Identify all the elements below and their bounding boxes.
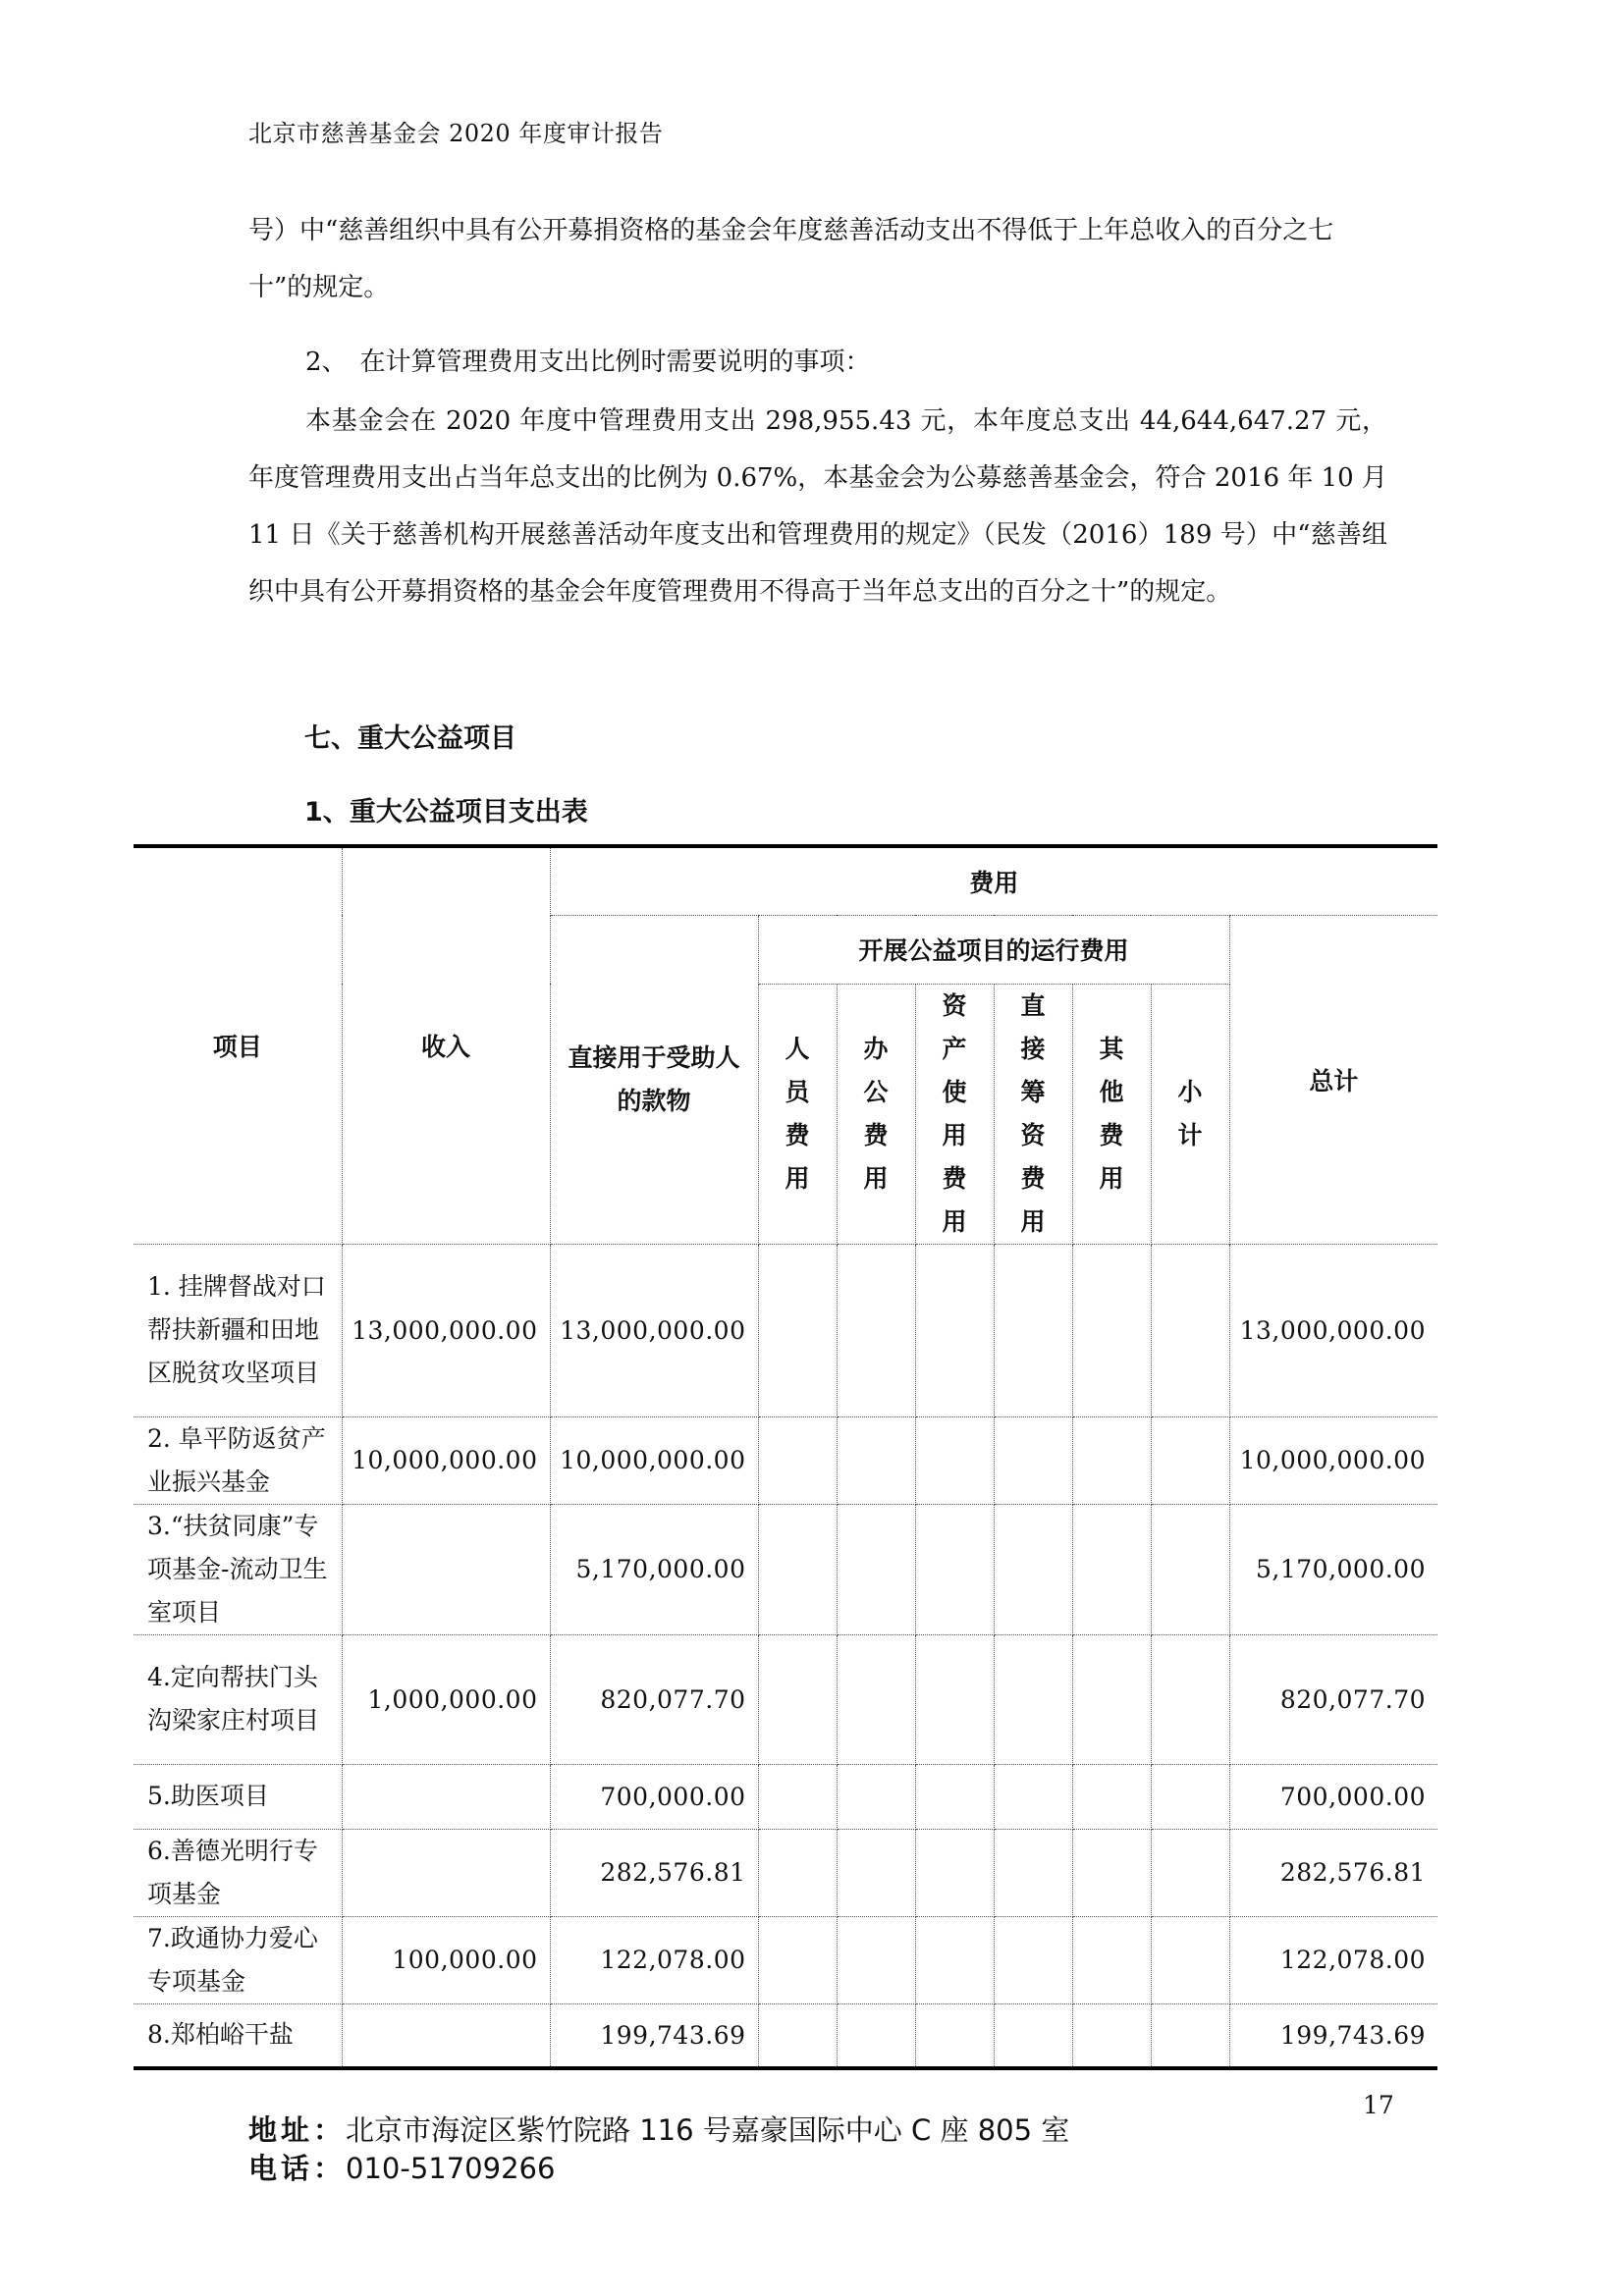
header-direct: 直接用于受助人的款物 <box>550 915 758 1244</box>
row-total: 5,170,000.00 <box>1229 1504 1437 1634</box>
row-empty-cell <box>758 1244 837 1416</box>
row-total: 13,000,000.00 <box>1229 1244 1437 1416</box>
row-empty-cell <box>1151 1416 1229 1504</box>
row-item: 2. 阜平防返贫产业振兴基金 <box>134 1416 342 1504</box>
header-expenses: 费用 <box>550 846 1437 915</box>
row-empty-cell <box>994 1634 1072 1764</box>
row-empty-cell <box>1151 1634 1229 1764</box>
row-empty-cell <box>758 1634 837 1764</box>
row-direct: 5,170,000.00 <box>550 1504 758 1634</box>
row-item: 7.政通协力爱心专项基金 <box>134 1916 342 2003</box>
row-item: 1. 挂牌督战对口帮扶新疆和田地区脱贫攻坚项目 <box>134 1244 342 1416</box>
table-row <box>134 1416 1437 1504</box>
phone-label: 电话： <box>248 2152 347 2185</box>
footer-address <box>248 2109 1069 2149</box>
row-empty-cell <box>915 1764 994 1829</box>
row-income: 13,000,000.00 <box>342 1244 550 1416</box>
row-empty-cell <box>837 1244 915 1416</box>
row-total: 122,078.00 <box>1229 1916 1437 2003</box>
row-total: 820,077.70 <box>1229 1634 1437 1764</box>
row-item: 4.定向帮扶门头沟梁家庄村项目 <box>134 1634 342 1764</box>
row-item: 3.“扶贫同康”专项基金-流动卫生室项目 <box>134 1504 342 1634</box>
header-total: 总计 <box>1229 915 1437 1244</box>
row-empty-cell <box>758 1916 837 2003</box>
row-empty-cell <box>915 1416 994 1504</box>
row-empty-cell <box>758 1416 837 1504</box>
row-empty-cell <box>1151 1504 1229 1634</box>
row-empty-cell <box>915 1504 994 1634</box>
header-personnel: 人 员 费 用 <box>758 984 837 1244</box>
row-income: 1,000,000.00 <box>342 1634 550 1764</box>
footer-phone <box>248 2147 555 2187</box>
row-empty-cell <box>915 1244 994 1416</box>
row-income: 100,000.00 <box>342 1916 550 2003</box>
table-row <box>134 1764 1437 1829</box>
row-income <box>342 1504 550 1634</box>
row-direct: 199,743.69 <box>550 2003 758 2068</box>
row-direct: 700,000.00 <box>550 1764 758 1829</box>
row-empty-cell <box>915 1634 994 1764</box>
row-empty-cell <box>1151 1244 1229 1416</box>
row-total: 700,000.00 <box>1229 1764 1437 1829</box>
header-operating: 开展公益项目的运行费用 <box>758 915 1229 984</box>
row-empty-cell <box>994 1829 1072 1916</box>
row-total: 10,000,000.00 <box>1229 1416 1437 1504</box>
expense-table <box>134 844 1437 2070</box>
row-empty-cell <box>758 1829 837 1916</box>
row-empty-cell <box>1072 1764 1151 1829</box>
header-subtotal: 小 计 <box>1151 984 1229 1244</box>
row-empty-cell <box>994 2003 1072 2068</box>
row-empty-cell <box>915 2003 994 2068</box>
table-title: 1、重大公益项目支出表 <box>304 797 588 828</box>
row-empty-cell <box>837 1416 915 1504</box>
row-empty-cell <box>1072 1504 1151 1634</box>
paragraph-3: 本基金会在 2020 年度中管理费用支出 298,955.43 元，本年度总支出 44,644,647.27 元，年度管理费用支出占当年总支出的比例为 0.67%，本基金会为公募慈善基金会，符合 2016 年 10 月 11 日《关于慈善机构开展慈善活动年度支出和管理费用的规定》（民发（2016）189 号）中“慈善组织中具有公开募捐资格的基金会年度管理费用不得高于当年总支出的百分之十”的规定。 <box>248 406 1388 607</box>
row-empty-cell <box>994 1244 1072 1416</box>
row-item: 5.助医项目 <box>134 1764 342 1829</box>
row-empty-cell <box>837 1764 915 1829</box>
row-empty-cell <box>915 1829 994 1916</box>
header-other: 其 他 费 用 <box>1072 984 1151 1244</box>
row-empty-cell <box>837 1916 915 2003</box>
table-row <box>134 1244 1437 1416</box>
table-row <box>134 1916 1437 2003</box>
row-empty-cell <box>758 2003 837 2068</box>
row-empty-cell <box>837 1634 915 1764</box>
header-asset: 资 产 使 用 费 用 <box>915 984 994 1244</box>
row-empty-cell <box>758 1504 837 1634</box>
row-direct: 13,000,000.00 <box>550 1244 758 1416</box>
phone-text: 010-51709266 <box>346 2152 556 2185</box>
table-row <box>134 1829 1437 1916</box>
table-row <box>134 1504 1437 1634</box>
row-empty-cell <box>1151 1829 1229 1916</box>
header-income: 收入 <box>342 846 550 1244</box>
row-empty-cell <box>1072 1916 1151 2003</box>
row-empty-cell <box>758 1764 837 1829</box>
row-income <box>342 1764 550 1829</box>
row-empty-cell <box>994 1504 1072 1634</box>
address-label: 地址： <box>248 2113 347 2147</box>
row-direct: 10,000,000.00 <box>550 1416 758 1504</box>
row-empty-cell <box>1072 1416 1151 1504</box>
table-row <box>134 1634 1437 1764</box>
address-text: 北京市海淀区紫竹院路 116 号嘉豪国际中心 C 座 805 室 <box>346 2113 1070 2147</box>
paragraph-1: 号）中“慈善组织中具有公开募捐资格的基金会年度慈善活动支出不得低于上年总收入的百分之七十”的规定。 <box>248 216 1334 302</box>
row-income <box>342 2003 550 2068</box>
row-empty-cell <box>915 1916 994 2003</box>
header-item: 项目 <box>134 846 342 1244</box>
row-empty-cell <box>994 1416 1072 1504</box>
paragraph-2: 2、 在计算管理费用支出比例时需要说明的事项： <box>305 347 871 377</box>
section-heading: 七、重大公益项目 <box>304 723 516 754</box>
row-empty-cell <box>1072 2003 1151 2068</box>
row-direct: 122,078.00 <box>550 1916 758 2003</box>
row-total: 282,576.81 <box>1229 1829 1437 1916</box>
row-empty-cell <box>837 1504 915 1634</box>
page-header: 北京市慈善基金会 2020 年度审计报告 <box>248 120 664 147</box>
row-total: 199,743.69 <box>1229 2003 1437 2068</box>
row-empty-cell <box>837 2003 915 2068</box>
row-income <box>342 1829 550 1916</box>
header-fundraising: 直 接 筹 资 费 用 <box>994 984 1072 1244</box>
table-row <box>134 2003 1437 2068</box>
row-empty-cell <box>1151 2003 1229 2068</box>
row-empty-cell <box>994 1916 1072 2003</box>
row-direct: 820,077.70 <box>550 1634 758 1764</box>
header-office: 办 公 费 用 <box>837 984 915 1244</box>
row-item: 8.郑柏峪干盐 <box>134 2003 342 2068</box>
row-empty-cell <box>837 1829 915 1916</box>
page-number: 17 <box>1363 2091 1394 2119</box>
row-empty-cell <box>1072 1244 1151 1416</box>
row-direct: 282,576.81 <box>550 1829 758 1916</box>
row-empty-cell <box>994 1764 1072 1829</box>
row-income: 10,000,000.00 <box>342 1416 550 1504</box>
row-empty-cell <box>1072 1634 1151 1764</box>
row-item: 6.善德光明行专项基金 <box>134 1829 342 1916</box>
row-empty-cell <box>1072 1829 1151 1916</box>
row-empty-cell <box>1151 1764 1229 1829</box>
row-empty-cell <box>1151 1916 1229 2003</box>
